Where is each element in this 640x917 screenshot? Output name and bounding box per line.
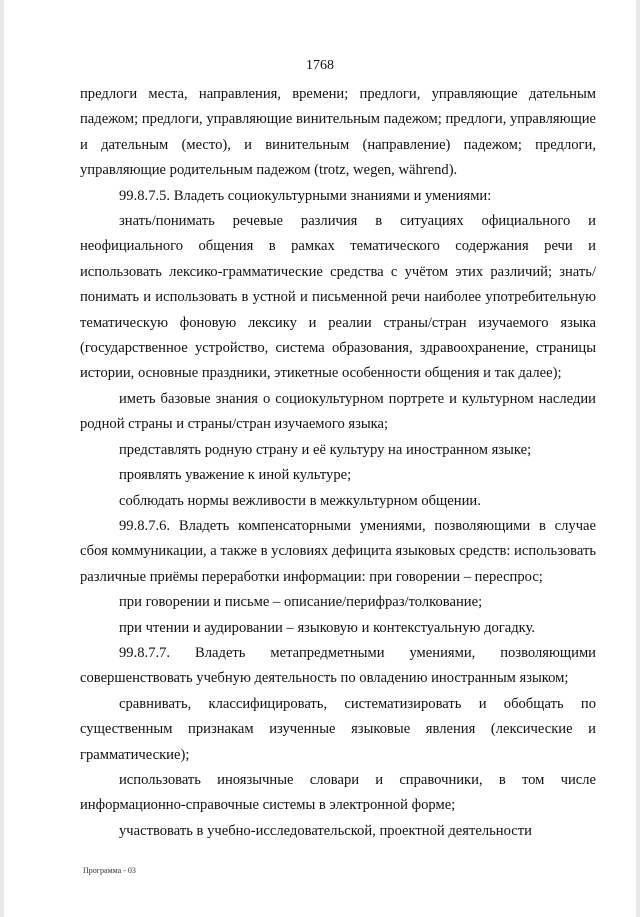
paragraph-1: предлоги места, направления, времени; предлоги, управляющие дательным падежом; предлоги, управляющие винительным падежом; предлоги, управляющие и дательным (место), и винительным (направление) падежом; предлоги, управляющие родительным падежом (trotz, wegen, während). xyxy=(80,86,596,179)
page-number: 1768 xyxy=(306,58,334,73)
paragraph-12: сравнивать, классифицировать, систематизировать и обобщать по существенным признакам изученные языковые явления (лексические и грамматические); xyxy=(80,695,596,763)
paragraph-2: 99.8.7.5. Владеть социокультурными знаниями и умениями: xyxy=(119,187,492,204)
body-text xyxy=(80,82,596,844)
paragraph-13: использовать иноязычные словари и справочники, в том числе информационно-справочные системы в электронной форме; xyxy=(80,771,596,814)
paragraph-7: соблюдать нормы вежливости в межкультурном общении. xyxy=(119,492,481,509)
paragraph-3: знать/понимать речевые различия в ситуациях официального и неофициального общения в рамках тематического содержания речи и использовать лексико-грамматические средства с учётом этих различий; знать/понимать и использовать в устной и письменной речи наиболее употребительную тематическую фоновую лексику и реалии страны/стран изучаемого языка (государственное устройство, система образования, здравоохранение, страницы истории, основные праздники, этикетные особенности общения и так далее); xyxy=(80,213,596,382)
paragraph-11: 99.8.7.7. Владеть метапредметными умениями, позволяющими совершенствовать учебную деятельность по овладению иностранным языком; xyxy=(80,644,596,687)
paragraph-10: при чтении и аудировании – языковую и контекстуальную догадку. xyxy=(119,619,536,636)
paragraph-8: 99.8.7.6. Владеть компенсаторными умениями, позволяющими в случае сбоя коммуникации, а также в условиях дефицита языковых средств: использовать различные приёмы переработки информации: при говорении – переспрос; xyxy=(80,517,596,585)
paragraph-4: иметь базовые знания о социокультурном портрете и культурном наследии родной страны и страны/стран изучаемого языка; xyxy=(80,390,596,433)
footer-label: Программа - 03 xyxy=(83,866,136,875)
paragraph-14: участвовать в учебно-исследовательской, проектной деятельности xyxy=(119,822,532,839)
paragraph-9: при говорении и письме – описание/перифраз/толкование; xyxy=(119,594,483,611)
document-page xyxy=(4,0,636,917)
paragraph-5: представлять родную страну и её культуру на иностранном языке; xyxy=(119,441,532,458)
paragraph-6: проявлять уважение к иной культуре; xyxy=(119,467,352,484)
